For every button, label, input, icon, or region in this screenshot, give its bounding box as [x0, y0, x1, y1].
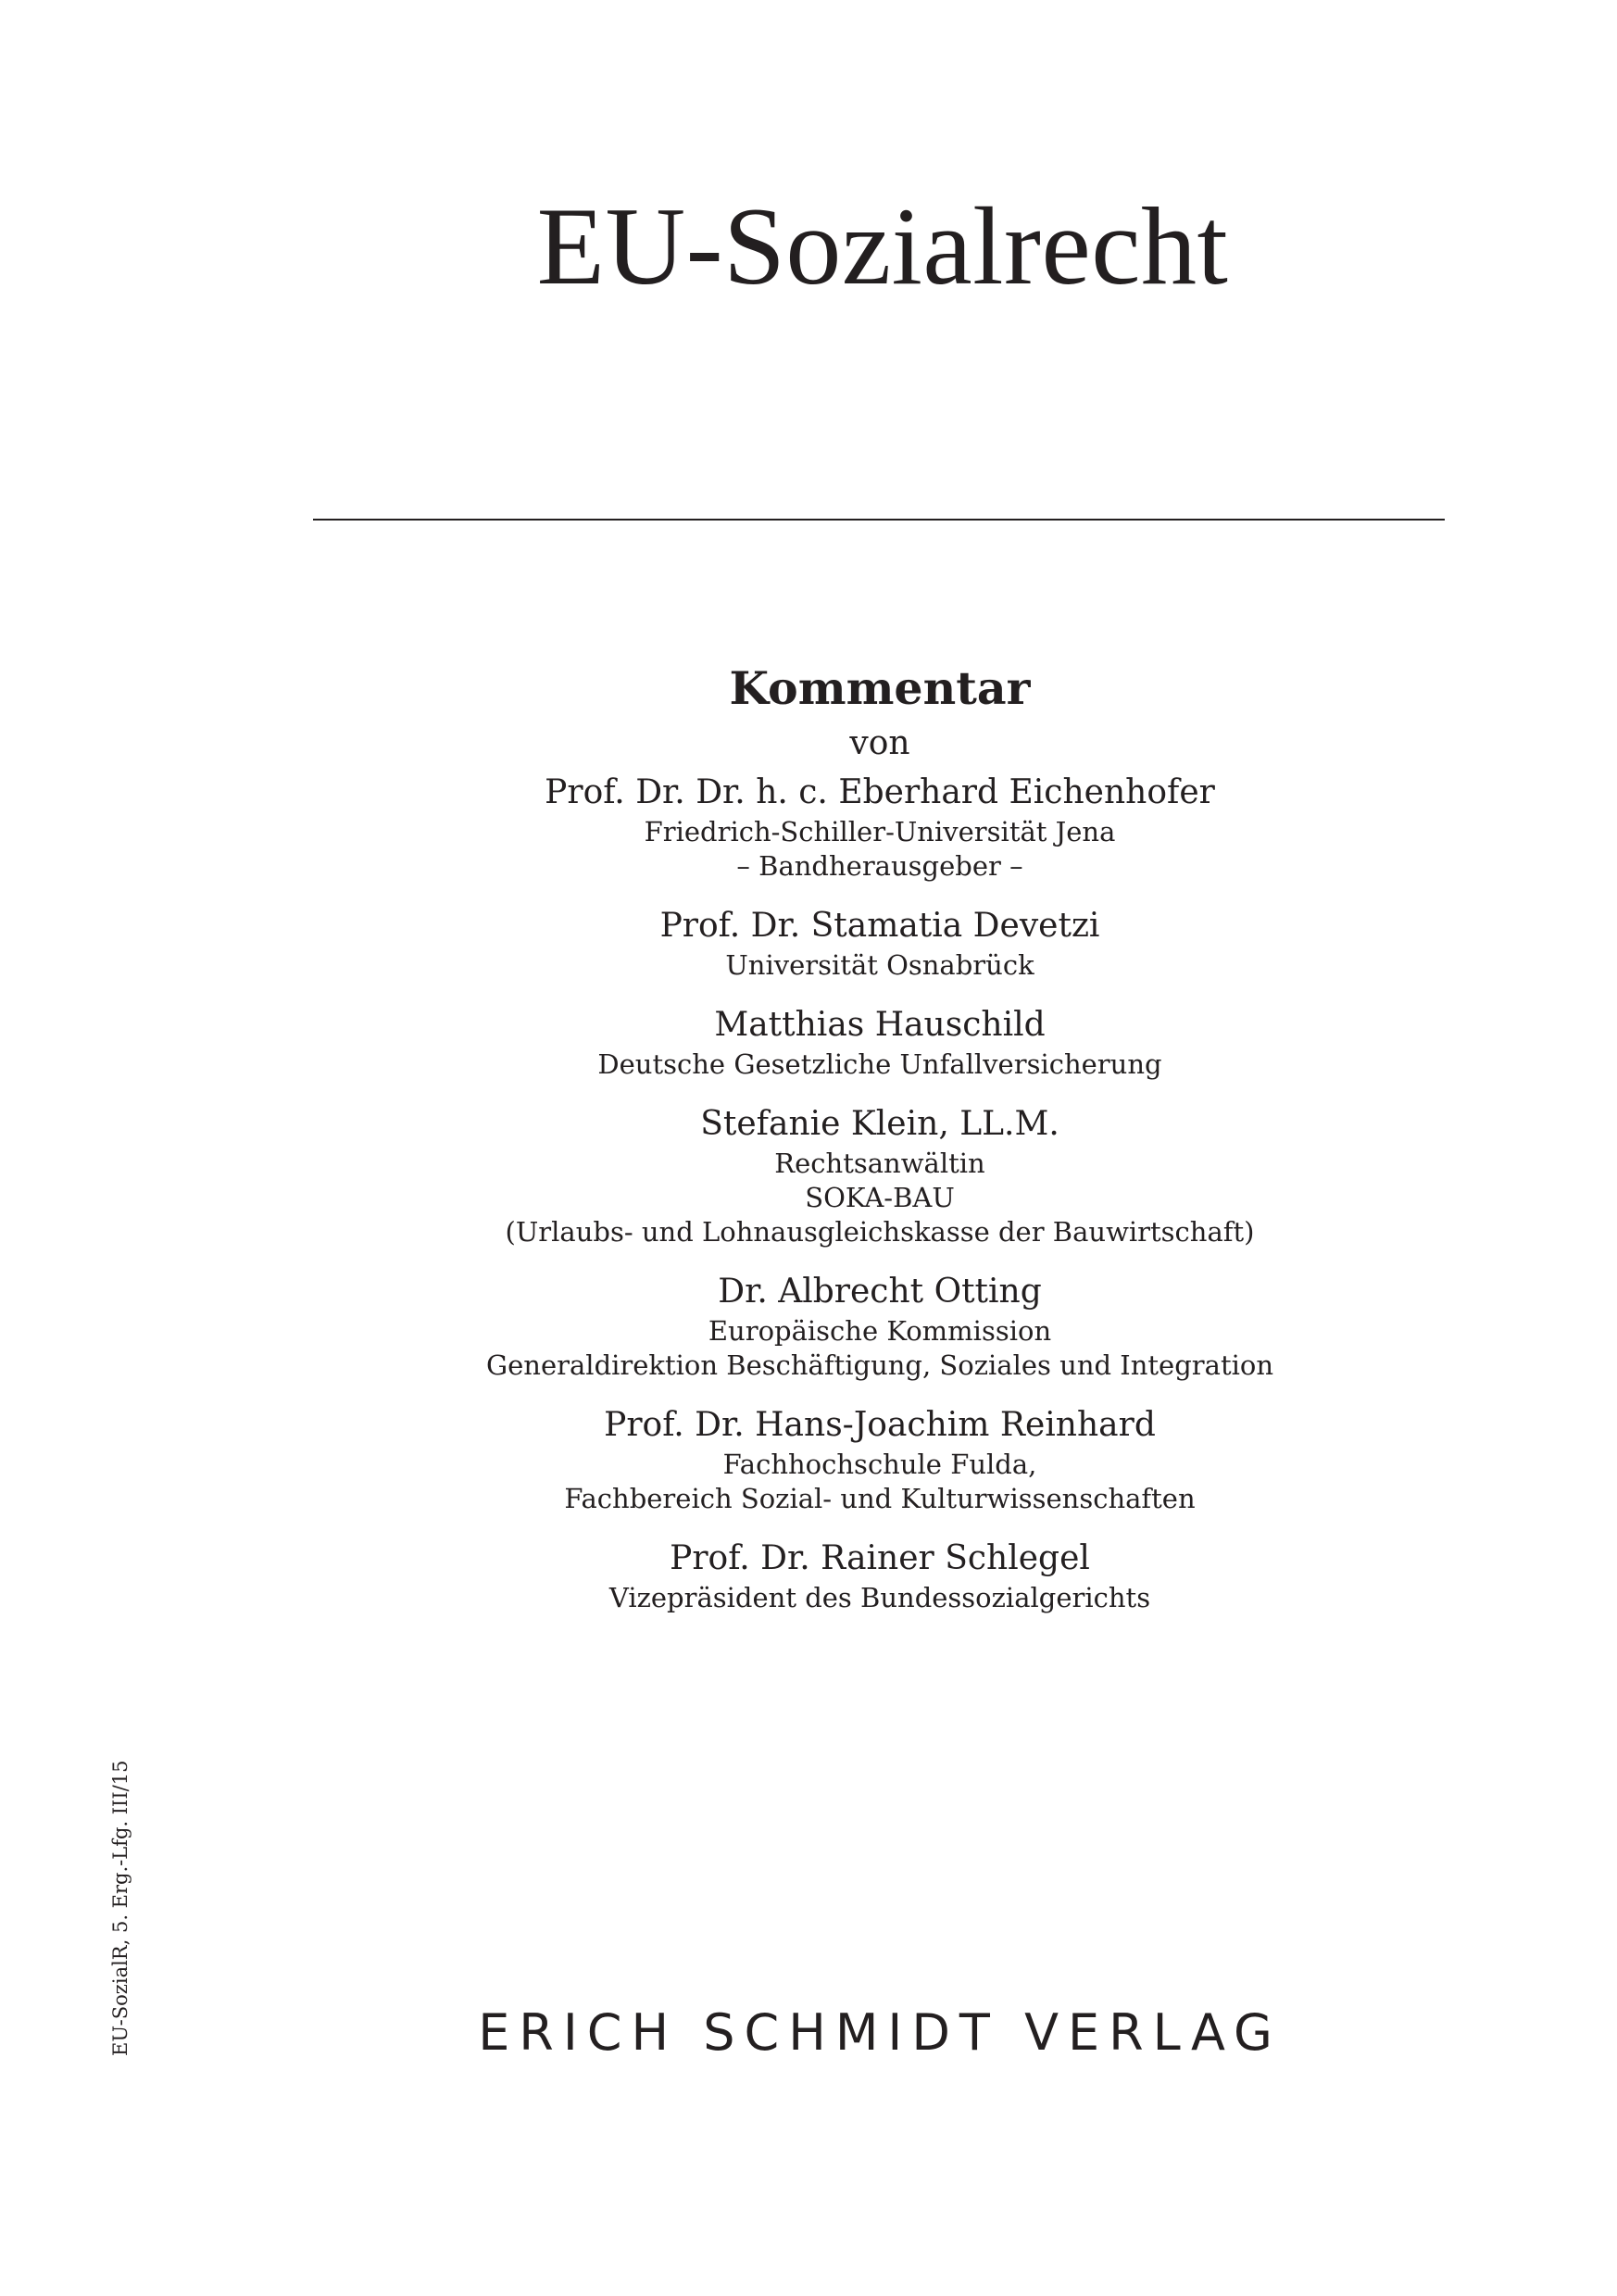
author-name: Prof. Dr. Dr. h. c. Eberhard Eichenhofer — [545, 773, 1215, 811]
author-entry — [278, 1102, 1482, 1249]
publisher-name: ERICH SCHMIDT VERLAG — [478, 2003, 1282, 2062]
author-affiliation: Europäische Kommission — [708, 1315, 1052, 1347]
title-divider — [313, 519, 1445, 521]
author-affiliation: Generaldirektion Beschäftigung, Soziales und Integration — [485, 1349, 1274, 1381]
author-entry — [278, 904, 1482, 983]
author-affiliation: Vizepräsident des Bundessozialgerichts — [608, 1582, 1151, 1613]
author-affiliation: Fachbereich Sozial- und Kulturwissenschaften — [564, 1483, 1196, 1514]
author-affiliation: (Urlaubs- und Lohnausgleichskasse der Bauwirtschaft) — [505, 1216, 1255, 1248]
author-role: – Bandherausgeber – — [736, 850, 1023, 882]
author-affiliation: Deutsche Gesetzliche Unfallversicherung — [597, 1048, 1162, 1080]
author-entry — [278, 1003, 1482, 1082]
author-affiliation: Universität Osnabrück — [725, 949, 1034, 981]
author-name: Prof. Dr. Hans-Joachim Reinhard — [604, 1406, 1156, 1444]
author-name: Prof. Dr. Rainer Schlegel — [670, 1539, 1090, 1577]
author-affiliation: Friedrich-Schiller-Universität Jena — [644, 816, 1116, 847]
book-subtitle: Kommentar — [729, 661, 1031, 715]
author-entry — [278, 1403, 1482, 1516]
author-affiliation: Fachhochschule Fulda, — [722, 1449, 1037, 1480]
author-name: Dr. Albrecht Otting — [718, 1273, 1042, 1311]
author-entry — [278, 771, 1482, 884]
author-name: Matthias Hauschild — [714, 1006, 1046, 1044]
author-affiliation: SOKA-BAU — [805, 1182, 955, 1213]
edition-note: EU-SozialR, 5. Erg.-Lfg. III/15 — [109, 1760, 132, 2056]
author-affiliation: Rechtsanwältin — [774, 1148, 985, 1179]
author-name: Stefanie Klein, LL.M. — [700, 1105, 1059, 1143]
by-label: von — [849, 724, 910, 762]
author-name: Prof. Dr. Stamatia Devetzi — [659, 907, 1100, 945]
author-entry — [278, 1537, 1482, 1615]
contributors-block — [278, 656, 1482, 1636]
author-entry — [278, 1270, 1482, 1383]
book-title: EU-Sozialrecht — [536, 184, 1229, 307]
